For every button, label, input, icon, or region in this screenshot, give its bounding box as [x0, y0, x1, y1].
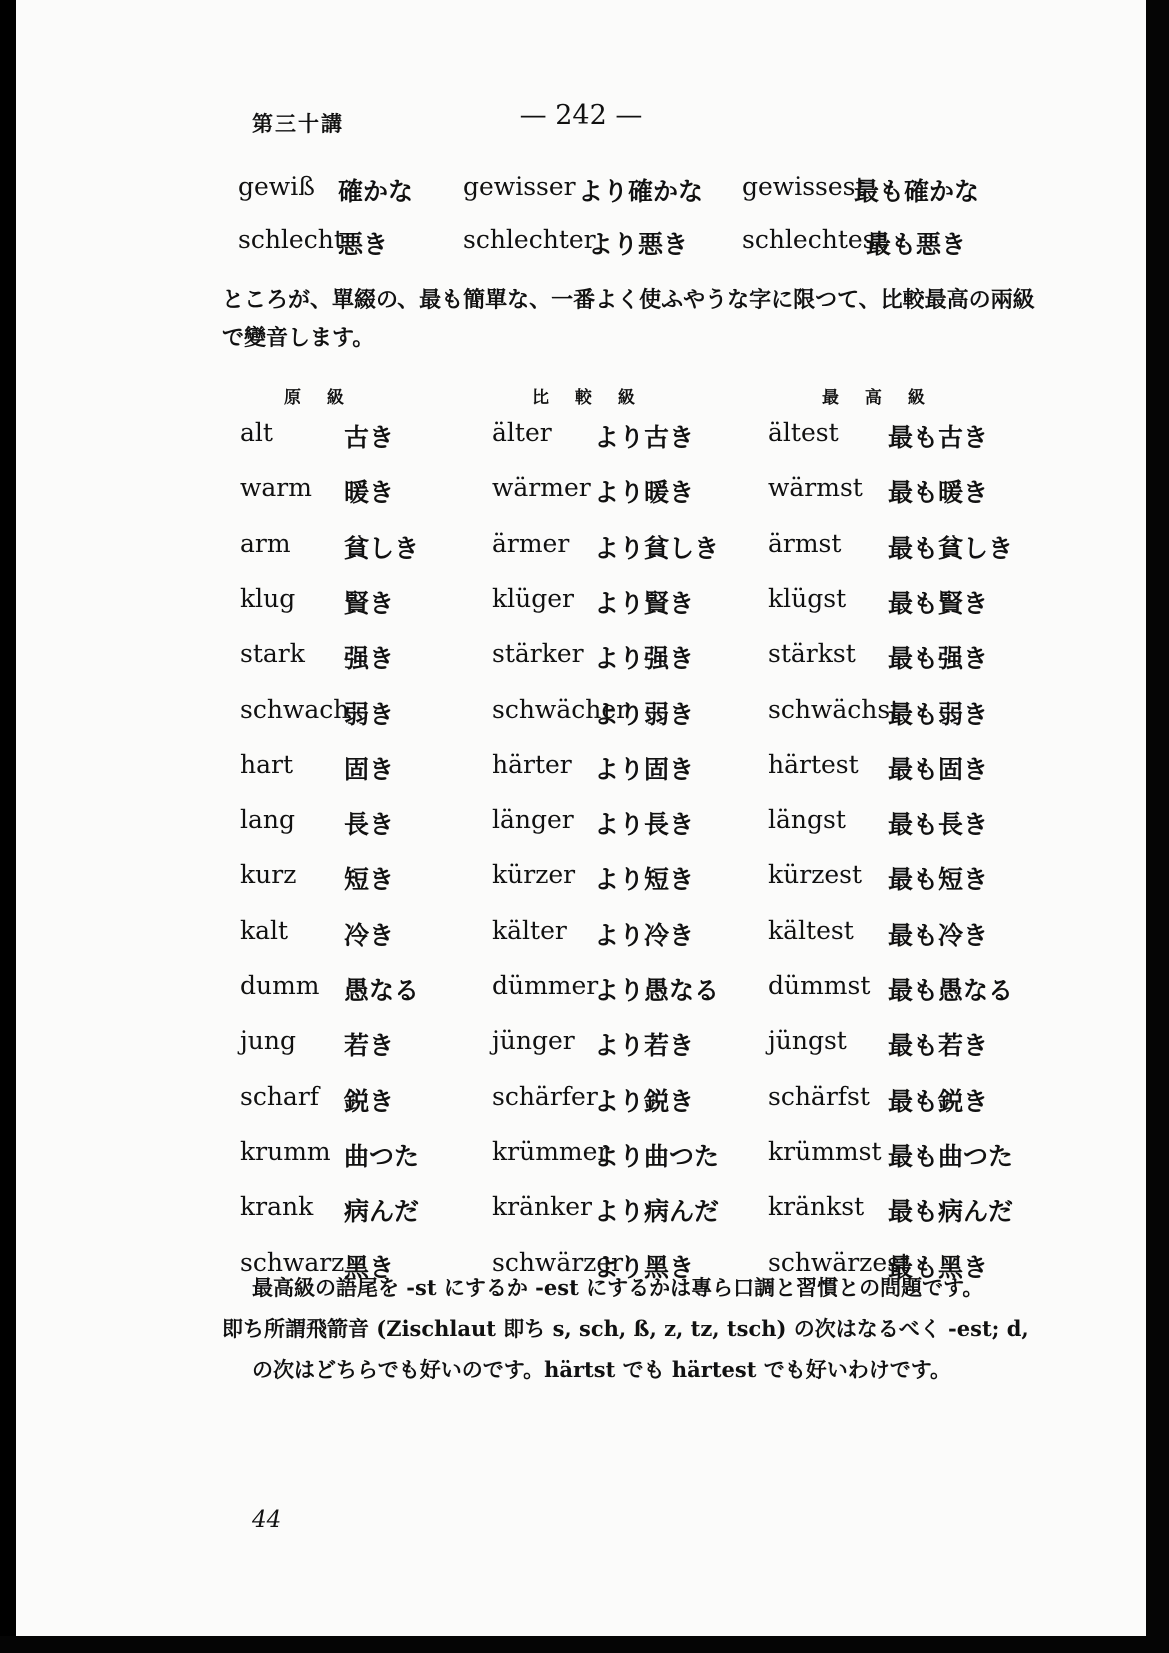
superlative-word: wärmst [768, 473, 863, 502]
note-line: 即ち所謂飛箭音 (Zischlaut 即ち s, sch, ß, z, tz, tsch) の次はなるべく -est; d, [222, 1316, 1029, 1341]
superlative-meaning: 最も固き [888, 755, 989, 784]
base-meaning: 長き [344, 810, 395, 839]
superlative-word: stärkst [768, 639, 856, 668]
base-meaning: 暖き [344, 478, 395, 507]
comparative-word: schlechter [463, 225, 596, 254]
base-word: gewiß [238, 172, 315, 201]
base-word: kurz [240, 860, 297, 889]
comparative-word: kürzer [492, 860, 576, 889]
superlative-meaning: 最も曲つた [888, 1142, 1014, 1171]
note-line: の次はどちらでも好いのです。härtst でも härtest でも好いわけです。 [252, 1357, 952, 1382]
superlative-meaning: 最も黑き [888, 1253, 989, 1282]
base-word: schwarz [240, 1248, 345, 1277]
base-word: arm [240, 529, 291, 558]
comparative-word: härter [492, 750, 572, 779]
superlative-word: dümmst [768, 971, 871, 1000]
superlative-meaning: 最も長き [888, 810, 989, 839]
comparative-meaning: より暖き [594, 478, 695, 507]
lesson-heading: 第三十講 [252, 111, 344, 136]
comparative-word: kränker [492, 1192, 592, 1221]
superlative-word: jüngst [768, 1026, 847, 1055]
superlative-meaning: 最も確かな [854, 177, 980, 206]
base-meaning: 弱き [344, 700, 395, 729]
comparative-word: gewisser [463, 172, 576, 201]
superlative-meaning: 最も鋭き [888, 1087, 989, 1116]
base-word: jung [240, 1026, 296, 1055]
comparative-word: dümmer [492, 971, 599, 1000]
superlative-meaning: 最も貧しき [888, 534, 1014, 563]
column-header-superlative: 最 高 級 [822, 388, 935, 408]
comparative-word: schärfer [492, 1082, 598, 1111]
superlative-word: schwärzest [768, 1248, 911, 1277]
comparative-meaning: より曲つた [594, 1142, 720, 1171]
base-meaning: 固き [344, 755, 395, 784]
base-word: krumm [240, 1137, 331, 1166]
comparative-word: wärmer [492, 473, 591, 502]
superlative-meaning: 最も强き [888, 644, 989, 673]
base-meaning: 鋭き [344, 1087, 395, 1116]
comparative-meaning: より黑き [594, 1253, 695, 1282]
base-word: klug [240, 584, 296, 613]
base-word: scharf [240, 1082, 320, 1111]
comparative-meaning: より確かな [578, 177, 704, 206]
base-meaning: 强き [344, 644, 395, 673]
comparative-word: älter [492, 418, 552, 447]
superlative-meaning: 最も若き [888, 1031, 989, 1060]
folio-number: 44 [252, 1507, 282, 1533]
superlative-meaning: 最も短き [888, 865, 989, 894]
base-meaning: 冷き [344, 921, 395, 950]
superlative-meaning: 最も暖き [888, 478, 989, 507]
superlative-word: kältest [768, 916, 854, 945]
scan-border [0, 1636, 1169, 1653]
comparative-meaning: より鋭き [594, 1087, 695, 1116]
comparative-word: jünger [492, 1026, 575, 1055]
base-word: warm [240, 473, 312, 502]
scan-border [1146, 0, 1169, 1653]
base-meaning: 愚なる [344, 976, 420, 1005]
superlative-meaning: 最も愚なる [888, 976, 1014, 1005]
comparative-word: ärmer [492, 529, 570, 558]
comparative-meaning: より古き [594, 423, 695, 452]
base-meaning: 賢き [344, 589, 395, 618]
comparative-meaning: より弱き [594, 700, 695, 729]
superlative-word: klügst [768, 584, 847, 613]
note-line: 最高級の語尾を -st にするか -est にするかは專ら口調と習慣との問題です。 [252, 1275, 984, 1300]
base-word: stark [240, 639, 305, 668]
base-word: lang [240, 805, 296, 834]
superlative-meaning: 最も古き [888, 423, 989, 452]
comparative-meaning: より若き [594, 1031, 695, 1060]
comparative-meaning: より固き [594, 755, 695, 784]
base-meaning: 短き [344, 865, 395, 894]
superlative-word: gewissest [742, 172, 866, 201]
superlative-word: schwächst [768, 695, 901, 724]
base-meaning: 確かな [338, 177, 414, 206]
superlative-word: schärfst [768, 1082, 870, 1111]
comparative-word: länger [492, 805, 574, 834]
comparative-meaning: より長き [594, 810, 695, 839]
base-meaning: 黑き [344, 1253, 395, 1282]
comparative-meaning: より愚なる [594, 976, 720, 1005]
column-header-comparative: 比 較 級 [532, 388, 645, 408]
comparative-meaning: より賢き [594, 589, 695, 618]
column-header-base: 原 級 [284, 388, 354, 408]
comparative-word: krümmer [492, 1137, 610, 1166]
comparative-meaning: より短き [594, 865, 695, 894]
superlative-word: kränkst [768, 1192, 865, 1221]
intro-paragraph: ところが、單綴の、最も簡單な、一番よく使ふやうな字に限つて、比較最高の兩級で變音します。 [222, 287, 1035, 351]
superlative-word: ärmst [768, 529, 842, 558]
superlative-word: krümmst [768, 1137, 882, 1166]
superlative-word: schlechtest [742, 225, 886, 254]
comparative-word: schwärzer [492, 1248, 624, 1277]
base-word: schwach [240, 695, 350, 724]
comparative-meaning: より悪き [588, 230, 689, 259]
superlative-meaning: 最も賢き [888, 589, 989, 618]
page-number: — 242 — [519, 100, 643, 131]
base-meaning: 曲つた [344, 1142, 420, 1171]
superlative-meaning: 最も悪き [866, 230, 967, 259]
base-word: krank [240, 1192, 314, 1221]
superlative-word: ältest [768, 418, 839, 447]
base-meaning: 若き [344, 1031, 395, 1060]
superlative-word: härtest [768, 750, 859, 779]
base-meaning: 悪き [338, 230, 389, 259]
superlative-meaning: 最も弱き [888, 700, 989, 729]
comparative-word: stärker [492, 639, 584, 668]
base-meaning: 貧しき [344, 534, 420, 563]
base-word: hart [240, 750, 294, 779]
base-word: schlecht [238, 225, 344, 254]
comparative-meaning: より病んだ [594, 1197, 720, 1226]
superlative-word: längst [768, 805, 846, 834]
comparative-meaning: より冷き [594, 921, 695, 950]
base-word: kalt [240, 916, 289, 945]
superlative-meaning: 最も冷き [888, 921, 989, 950]
base-word: dumm [240, 971, 320, 1000]
comparative-word: schwächer [492, 695, 629, 724]
base-meaning: 古き [344, 423, 395, 452]
comparative-word: klüger [492, 584, 574, 613]
superlative-meaning: 最も病んだ [888, 1197, 1014, 1226]
base-meaning: 病んだ [344, 1197, 420, 1226]
book-page [16, 0, 1146, 1636]
superlative-word: kürzest [768, 860, 863, 889]
base-word: alt [240, 418, 273, 447]
comparative-word: kälter [492, 916, 567, 945]
comparative-meaning: より强き [594, 644, 695, 673]
comparative-meaning: より貧しき [594, 534, 720, 563]
